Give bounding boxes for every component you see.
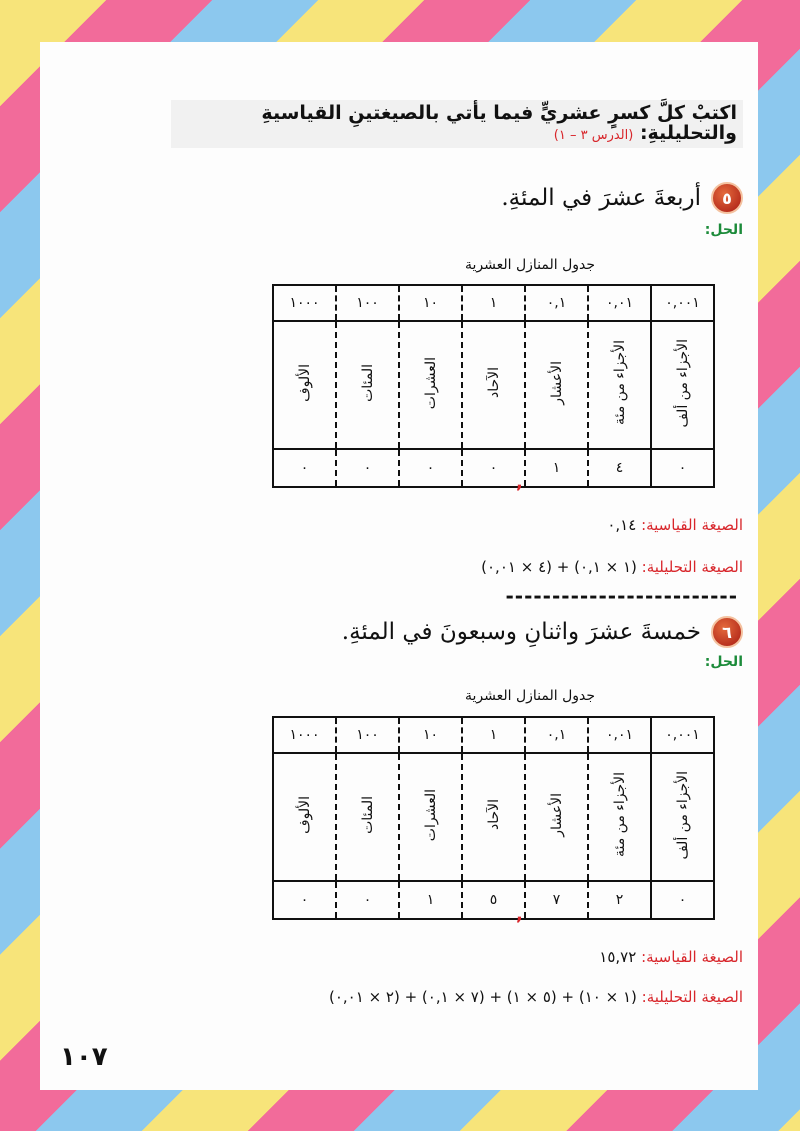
table-title: جدول المنازل العشرية (464, 257, 596, 273)
lesson-reference: (الدرس ٣ – ١) (553, 127, 634, 143)
worksheet-page (40, 42, 758, 1090)
place-value-header: ٠,٠٠١ (651, 717, 714, 753)
task-instruction (171, 100, 743, 148)
digit-cell: ٥ (462, 881, 525, 919)
decimal-point-mark: , (516, 472, 523, 493)
place-name: الألوف (296, 796, 313, 834)
digit-cell: ٠ (462, 449, 525, 487)
place-name: الآحاد (485, 367, 502, 399)
place-name-cell (462, 321, 525, 449)
page-number: ١٠٧ (60, 1042, 108, 1072)
decimal-point-mark: , (516, 904, 523, 925)
expanded-form-value: (١ × ٠,١) + (٤ × ٠,٠١) (481, 558, 637, 576)
place-name: الألوف (296, 364, 313, 402)
place-name: الأجزاء من ألف (674, 338, 691, 428)
solution-label: الحل: (704, 654, 743, 670)
place-value-header: ٠,١ (525, 717, 588, 753)
problem-statement: خمسةَ عشرَ واثنانِ وسبعونَ في المئةِ. (341, 619, 701, 645)
place-value-table (272, 284, 715, 488)
place-name: الأجزاء من ألف (674, 770, 691, 860)
place-name: الأجزاء من مئة (611, 772, 628, 858)
standard-form-line (599, 948, 743, 966)
digit-cell: ٠ (336, 881, 399, 919)
digit-cell: ٠ (651, 449, 714, 487)
place-name: الأعشار (548, 793, 565, 837)
expanded-form-line (481, 558, 743, 576)
digit-cell: ٠ (336, 449, 399, 487)
place-value-header: ١٠ (399, 717, 462, 753)
standard-form-line (607, 516, 743, 534)
place-name: الأجزاء من مئة (611, 340, 628, 426)
place-value-header: ١٠٠٠ (273, 717, 336, 753)
digit-cell: ٧ (525, 881, 588, 919)
digit-cell: ٠ (273, 881, 336, 919)
digit-cell: ١ (399, 881, 462, 919)
place-name-cell (336, 321, 399, 449)
place-name-cell (588, 321, 651, 449)
table-title: جدول المنازل العشرية (464, 688, 596, 704)
expanded-form-label: الصيغة التحليلية: (641, 988, 743, 1006)
standard-form-label: الصيغة القياسية: (641, 948, 743, 966)
place-name-cell (525, 321, 588, 449)
place-name-cell (399, 753, 462, 881)
place-value-header: ١ (462, 717, 525, 753)
place-value-header: ٠,١ (525, 285, 588, 321)
place-name-cell (273, 753, 336, 881)
standard-form-value: ٠,١٤ (607, 516, 637, 534)
expanded-form-value: (١ × ١٠) + (٥ × ١) + (٧ × ٠,١) + (٢ × ٠,٠١) (328, 988, 637, 1006)
problem-5-header (501, 182, 743, 214)
place-name-cell (399, 321, 462, 449)
place-name: المئات (359, 796, 376, 834)
place-value-header: ٠,٠١ (588, 717, 651, 753)
standard-form-label: الصيغة القياسية: (641, 516, 743, 534)
solution-label: الحل: (704, 222, 743, 238)
place-name-cell (273, 321, 336, 449)
place-value-header: ١٠٠ (336, 285, 399, 321)
digit-cell: ٢ (588, 881, 651, 919)
digit-cell: ٠ (651, 881, 714, 919)
place-name: العشرات (422, 788, 439, 842)
place-value-header: ١٠٠٠ (273, 285, 336, 321)
place-name-cell (588, 753, 651, 881)
digit-cell: ٠ (399, 449, 462, 487)
place-name-cell (525, 753, 588, 881)
place-value-header: ١ (462, 285, 525, 321)
place-value-header: ١٠ (399, 285, 462, 321)
digit-cell: ١ (525, 449, 588, 487)
place-name-cell (651, 753, 714, 881)
problem-number-badge: ٦ (711, 616, 743, 648)
digit-cell: ٠ (273, 449, 336, 487)
place-name-cell (336, 753, 399, 881)
digit-cell: ٤ (588, 449, 651, 487)
place-value-header: ٠,٠٠١ (651, 285, 714, 321)
place-name-cell (651, 321, 714, 449)
place-name: المئات (359, 364, 376, 402)
problem-statement: أربعةَ عشرَ في المئةِ. (501, 185, 701, 211)
place-value-header: ٠,٠١ (588, 285, 651, 321)
place-value-header: ١٠٠ (336, 717, 399, 753)
expanded-form-label: الصيغة التحليلية: (641, 558, 743, 576)
place-name-cell (462, 753, 525, 881)
place-name: الآحاد (485, 799, 502, 831)
place-name: العشرات (422, 356, 439, 410)
problem-6-header (342, 616, 743, 648)
place-name: الأعشار (548, 361, 565, 405)
task-title-text: اكتبْ كلَّ كسرٍ عشريٍّ فيما يأتي بالصيغتينِ القياسيةِ والتحليليةِ: (261, 102, 737, 144)
problem-number-badge: ٥ (711, 182, 743, 214)
section-separator: ------------------------- (505, 584, 738, 608)
standard-form-value: ١٥,٧٢ (599, 948, 637, 966)
expanded-form-line (329, 988, 743, 1006)
place-value-table (272, 716, 715, 920)
